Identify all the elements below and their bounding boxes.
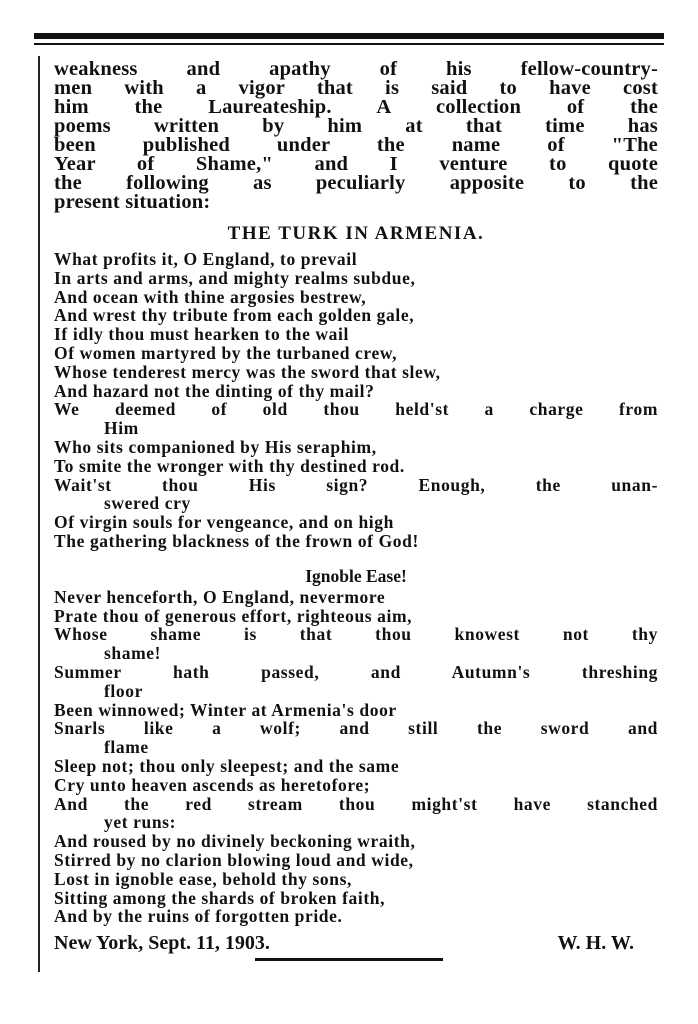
verse-line: Cry unto heaven ascends as heretofore; [54, 774, 371, 795]
poem-title: THE TURK IN ARMENIA. [227, 223, 485, 244]
verse-line-continuation: Him [104, 418, 139, 439]
verse-line-continuation: yet runs: [104, 812, 176, 833]
verse-line: Never henceforth, O England, nevermore [54, 586, 386, 607]
top-rule-thin [34, 43, 664, 45]
prose-line: been published under the name of "The [54, 134, 658, 156]
verse-line: Sitting among the shards of broken faith, [54, 887, 386, 908]
verse-line: And the red stream thou might'st have stanched [54, 793, 658, 814]
verse-line: And by the ruins of forgotten pride. [54, 906, 343, 927]
verse-line: And ocean with thine argosies bestrew, [54, 286, 367, 307]
verse-line: We deemed of old thou held'st a charge from [54, 399, 658, 420]
verse-line: And hazard not the dinting of thy mail? [54, 380, 375, 401]
place-and-date: New York, Sept. 11, 1903. [54, 932, 270, 955]
prose-line: Year of Shame," and I venture to quote [54, 153, 658, 175]
verse-line: Whose shame is that thou knowest not thy [54, 624, 658, 645]
verse-line: Been winnowed; Winter at Armenia's door [54, 699, 397, 720]
verse-line: To smite the wronger with thy destined rod. [54, 455, 405, 476]
verse-line: And roused by no divinely beckoning wraith, [54, 831, 416, 852]
verse-line: Prate thou of generous effort, righteous aim, [54, 605, 413, 626]
verse-line-continuation: shame! [104, 643, 162, 664]
verse-line: Of virgin souls for vengeance, and on high [54, 512, 394, 533]
prose-line: present situation: [54, 191, 211, 213]
verse-line: If idly thou must hearken to the wail [54, 324, 349, 345]
left-column-rule [38, 56, 40, 972]
dateline [54, 932, 658, 954]
verse-line: Snarls like a wolf; and still the sword and [54, 718, 658, 739]
verse-line-continuation: flame [104, 737, 149, 758]
verse-line: The gathering blackness of the frown of God! [54, 530, 419, 551]
author-signature: W. H. W. [557, 932, 634, 955]
verse-line: Who sits companioned by His seraphim, [54, 436, 377, 457]
prose-line: the following as peculiarly apposite to the [54, 172, 658, 194]
verse-line: Of women martyred by the turbaned crew, [54, 342, 398, 363]
verse-line: Whose tenderest mercy was the sword that slew, [54, 361, 441, 382]
prose-line: poems written by him at that time has [54, 115, 658, 137]
article-column [54, 60, 658, 954]
verse-line: In arts and arms, and mighty realms subdue, [54, 267, 416, 288]
verse-line: And wrest thy tribute from each golden gale, [54, 305, 415, 326]
section-heading: Ignoble Ease! [305, 565, 407, 586]
verse-line: Summer hath passed, and Autumn's threshing [54, 661, 658, 682]
verse-line-continuation: floor [104, 680, 143, 701]
bottom-rule [255, 958, 443, 961]
stanza-one [54, 250, 658, 551]
prose-line: men with a vigor that is said to have cost [54, 77, 658, 99]
top-rule-thick [34, 33, 664, 39]
verse-line: Wait'st thou His sign? Enough, the unan- [54, 474, 658, 495]
stanza-two [54, 588, 658, 926]
verse-line: Stirred by no clarion blowing loud and wide, [54, 849, 414, 870]
intro-paragraph [54, 60, 658, 212]
verse-line: Sleep not; thou only sleepest; and the same [54, 755, 400, 776]
verse-line: Lost in ignoble ease, behold thy sons, [54, 868, 352, 889]
prose-line: him the Laureateship. A collection of the [54, 96, 658, 118]
prose-line: weakness and apathy of his fellow-country- [54, 58, 658, 80]
verse-line-continuation: swered cry [104, 493, 191, 514]
verse-line: What profits it, O England, to prevail [54, 249, 358, 269]
